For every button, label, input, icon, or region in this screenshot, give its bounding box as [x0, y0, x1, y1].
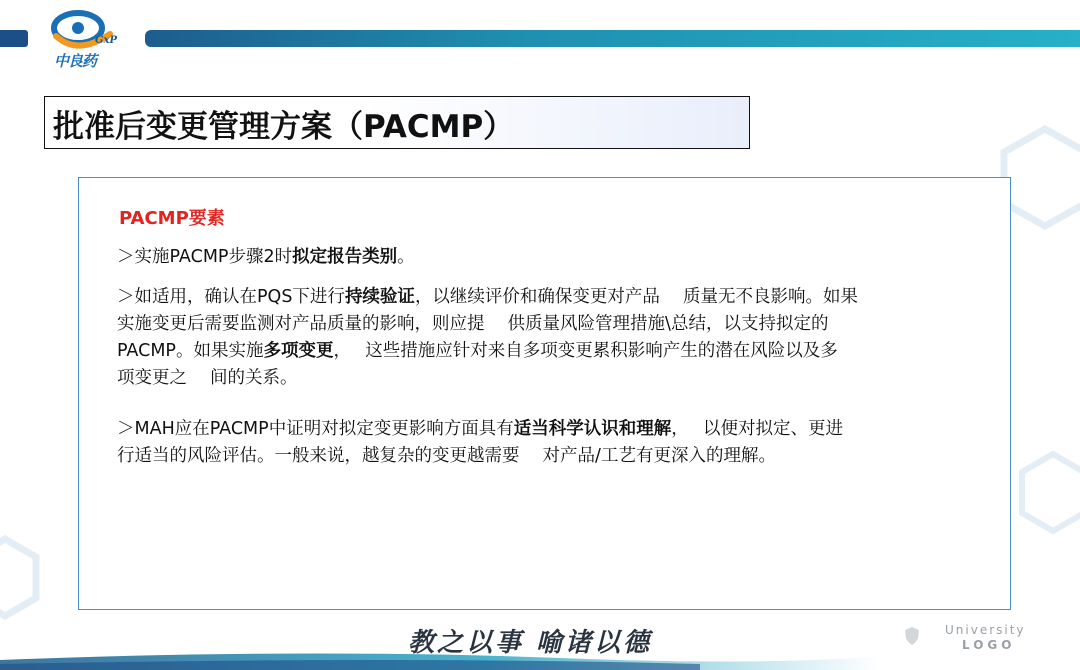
logo-gxp-label: GxP [95, 35, 118, 46]
p3-line-2: 行适当的风险评估。一般来说，越复杂的变更越需要 对产品/工艺有更深入的理解。 [117, 446, 776, 466]
p2-line-4: 项变更之 间的关系。 [117, 368, 298, 388]
p2-l3-suffix: ， 这些措施应针对来自多项变更累积影响产生的潜在风险以及多 [333, 341, 838, 361]
p1-bold: 拟定报告类别 [292, 247, 398, 267]
p1-prefix: ＞实施PACMP步骤2时 [117, 247, 293, 267]
top-bar-right [145, 30, 1080, 47]
title-box [44, 96, 750, 149]
hexagon-decoration-icon [1018, 450, 1080, 535]
p2-l3-bold: 多项变更 [263, 341, 334, 361]
university-logo-label: LOGO [962, 638, 1016, 652]
hexagon-decoration-icon [0, 535, 40, 620]
content-panel [78, 177, 1011, 610]
page-title: 批准后变更管理方案（PACMP） [53, 109, 515, 145]
logo-text: 中良药 [54, 52, 97, 70]
p2-line-3 [117, 338, 987, 365]
p3-line-1 [117, 416, 987, 443]
p2-l1-bold: 持续验证 [344, 287, 415, 307]
p1-suffix: 。 [397, 247, 415, 267]
shield-icon [904, 626, 920, 646]
top-bar-left [0, 30, 28, 47]
hexagon-decoration-icon [1000, 125, 1080, 230]
university-label: University [945, 623, 1026, 637]
p2-l1-suffix: ，以继续评价和确保变更对产品 质量无不良影响。如果 [414, 287, 858, 307]
p3-l1-bold: 适当科学认识和理解 [513, 419, 672, 439]
p2-l1-prefix: ＞如适用，确认在PQS下进行 [117, 287, 345, 307]
p3-l1-prefix: ＞MAH应在PACMP中证明对拟定变更影响方面具有 [117, 419, 514, 439]
paragraph-report-category [117, 244, 987, 271]
section-title: PACMP要素 [119, 208, 225, 229]
p2-l3-prefix: PACMP。如果实施 [117, 341, 264, 361]
p2-line-1 [117, 284, 987, 311]
paragraph-scientific-understanding [117, 416, 987, 470]
footer-motto: 教之以事 喻诸以德 [408, 628, 653, 658]
p2-line-2: 实施变更后需要监测对产品质量的影响，则应提 供质量风险管理措施\总结，以支持拟定的 [117, 314, 829, 334]
paragraph-continued-verification [117, 284, 987, 392]
p3-l1-suffix: ， 以便对拟定、更进 [671, 419, 844, 439]
